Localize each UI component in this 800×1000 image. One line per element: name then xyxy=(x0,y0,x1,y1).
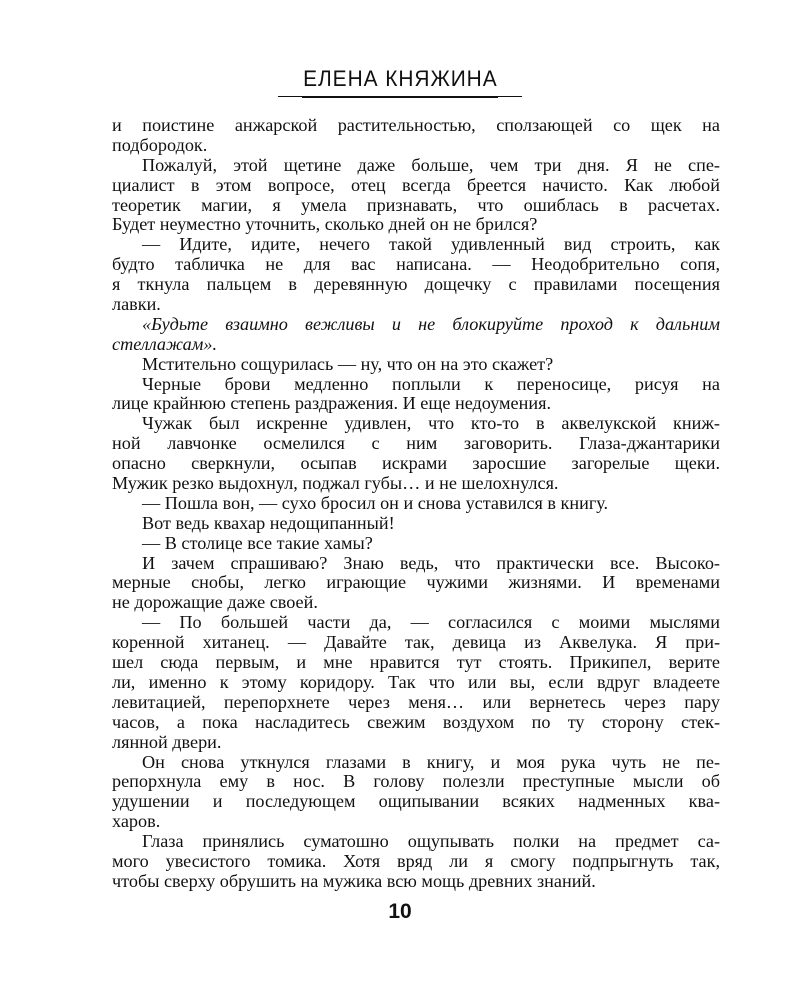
text-line: — В столице все такие хамы? xyxy=(142,532,373,553)
text-line: Мстительно сощурилась — ну, что он на это скажет? xyxy=(142,353,554,374)
running-header xyxy=(0,66,800,92)
text-line: Чужак был искренне удивлен, что кто-то в аквелукской книж- xyxy=(142,413,720,434)
text-line: «Будьте взаимно вежливы и не блокируйте проход к дальним xyxy=(142,313,720,334)
page-number: 10 xyxy=(388,900,412,923)
text-line: лице крайнюю степень раздражения. И еще недоумения. xyxy=(112,393,552,414)
text-line: репорхнула ему в нос. В голову полезли преступные мысли об xyxy=(112,771,720,792)
text-line: — Пошла вон, — сухо бросил он и снова уставился в книгу. xyxy=(142,492,609,513)
text-line: теоретик магии, я умела признавать, что ошиблась в расчетах. xyxy=(112,194,720,215)
text-line: удушении и последующем ощипывании всяких надменных ква- xyxy=(112,791,720,812)
text-line: Мужик резко выдохнул, поджал губы… и не шелохнулся. xyxy=(112,473,559,494)
text-line: опасно сверкнули, осыпав искрами заросшие загорелые щеки. xyxy=(112,453,720,474)
text-line: будто табличка не для вас написана. — Неодобрительно сопя, xyxy=(112,254,720,275)
text-line: левитацией, перепорхнете через меня… или вернетесь через пару xyxy=(112,691,720,712)
text-line: чтобы сверху обрушить на мужика всю мощь древних знаний. xyxy=(112,870,596,891)
text-line: мого увесистого томика. Хотя вряд ли я смогу подпрыгнуть так, xyxy=(112,850,720,871)
body-text xyxy=(112,116,720,892)
text-line: харов. xyxy=(112,811,161,832)
text-line: циалист в этом вопросе, отец всегда бреется начисто. Как любой xyxy=(112,174,720,195)
text-line: мерные снобы, легко играющие чужими жизнями. И временами xyxy=(112,572,720,593)
text-line: и поистине анжарской растительностью, сползающей со щек на xyxy=(112,115,720,135)
text-line: Вот ведь квахар недощипанный! xyxy=(142,512,395,533)
text-line: коренной хитанец. — Давайте так, девица из Аквелука. Я при- xyxy=(112,632,720,653)
text-line: Будет неуместно уточнить, сколько дней он не брился? xyxy=(112,214,538,235)
text-line: я ткнула пальцем в деревянную дощечку с правилами посещения xyxy=(112,274,720,295)
text-line: часов, а пока насладитесь свежим воздухом по ту сторону стек- xyxy=(112,711,720,732)
text-line: ли, именно к этому коридору. Так что или вы, если вдруг владеете xyxy=(112,671,720,692)
text-line: — Идите, идите, нечего такой удивленный вид строить, как xyxy=(142,234,720,255)
text-line: не дорожащие даже своей. xyxy=(112,592,318,613)
text-line: шел сюда первым, и мне нравится тут стоять. Прикипел, верите xyxy=(112,652,720,673)
text-line: И зачем спрашиваю? Знаю ведь, что практически все. Высоко- xyxy=(142,552,720,573)
header-rule xyxy=(302,96,498,98)
text-line: лянной двери. xyxy=(112,731,222,752)
text-line: Пожалуй, этой щетине даже больше, чем три дня. Я не спе- xyxy=(142,154,720,175)
text-line: подбородок. xyxy=(112,134,208,155)
author-name: ЕЛЕНА КНЯЖИНА xyxy=(302,66,498,91)
text-line: стеллажам». xyxy=(112,333,218,354)
text-line: лавки. xyxy=(112,294,161,315)
text-line: Глаза принялись суматошно ощупывать полки на предмет са- xyxy=(142,831,720,852)
text-line: Он снова уткнулся глазами в книгу, и моя рука чуть не пе- xyxy=(142,751,720,772)
text-line: — По большей части да, — согласился с моими мыслями xyxy=(142,612,720,633)
text-line: ной лавчонке осмелился с ним заговорить. Глаза-джантарики xyxy=(112,433,720,454)
text-line: Черные брови медленно поплыли к переносице, рисуя на xyxy=(142,373,720,394)
